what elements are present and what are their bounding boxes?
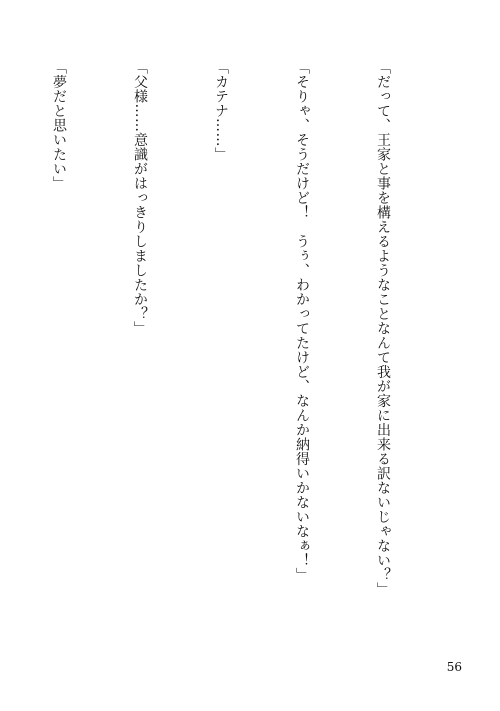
text-line-5: 「夢だと思いたい」: [51, 60, 67, 191]
page-number: 56: [446, 660, 462, 674]
vertical-text-body: [0, 60, 450, 632]
text-line-1: 「だって、王家と事を構えるようなことなんて我が家に出来る訳ないじゃない？」: [375, 60, 391, 597]
text-line-2: 「そりゃ、そうだけど！ うぅ、わかってたけど、なんか納得いかないなぁ！」: [294, 60, 310, 582]
text-line-3: 「カテナ……」: [213, 60, 229, 162]
text-line-4: 「父様……意識がはっきりしましたか？」: [132, 60, 148, 336]
